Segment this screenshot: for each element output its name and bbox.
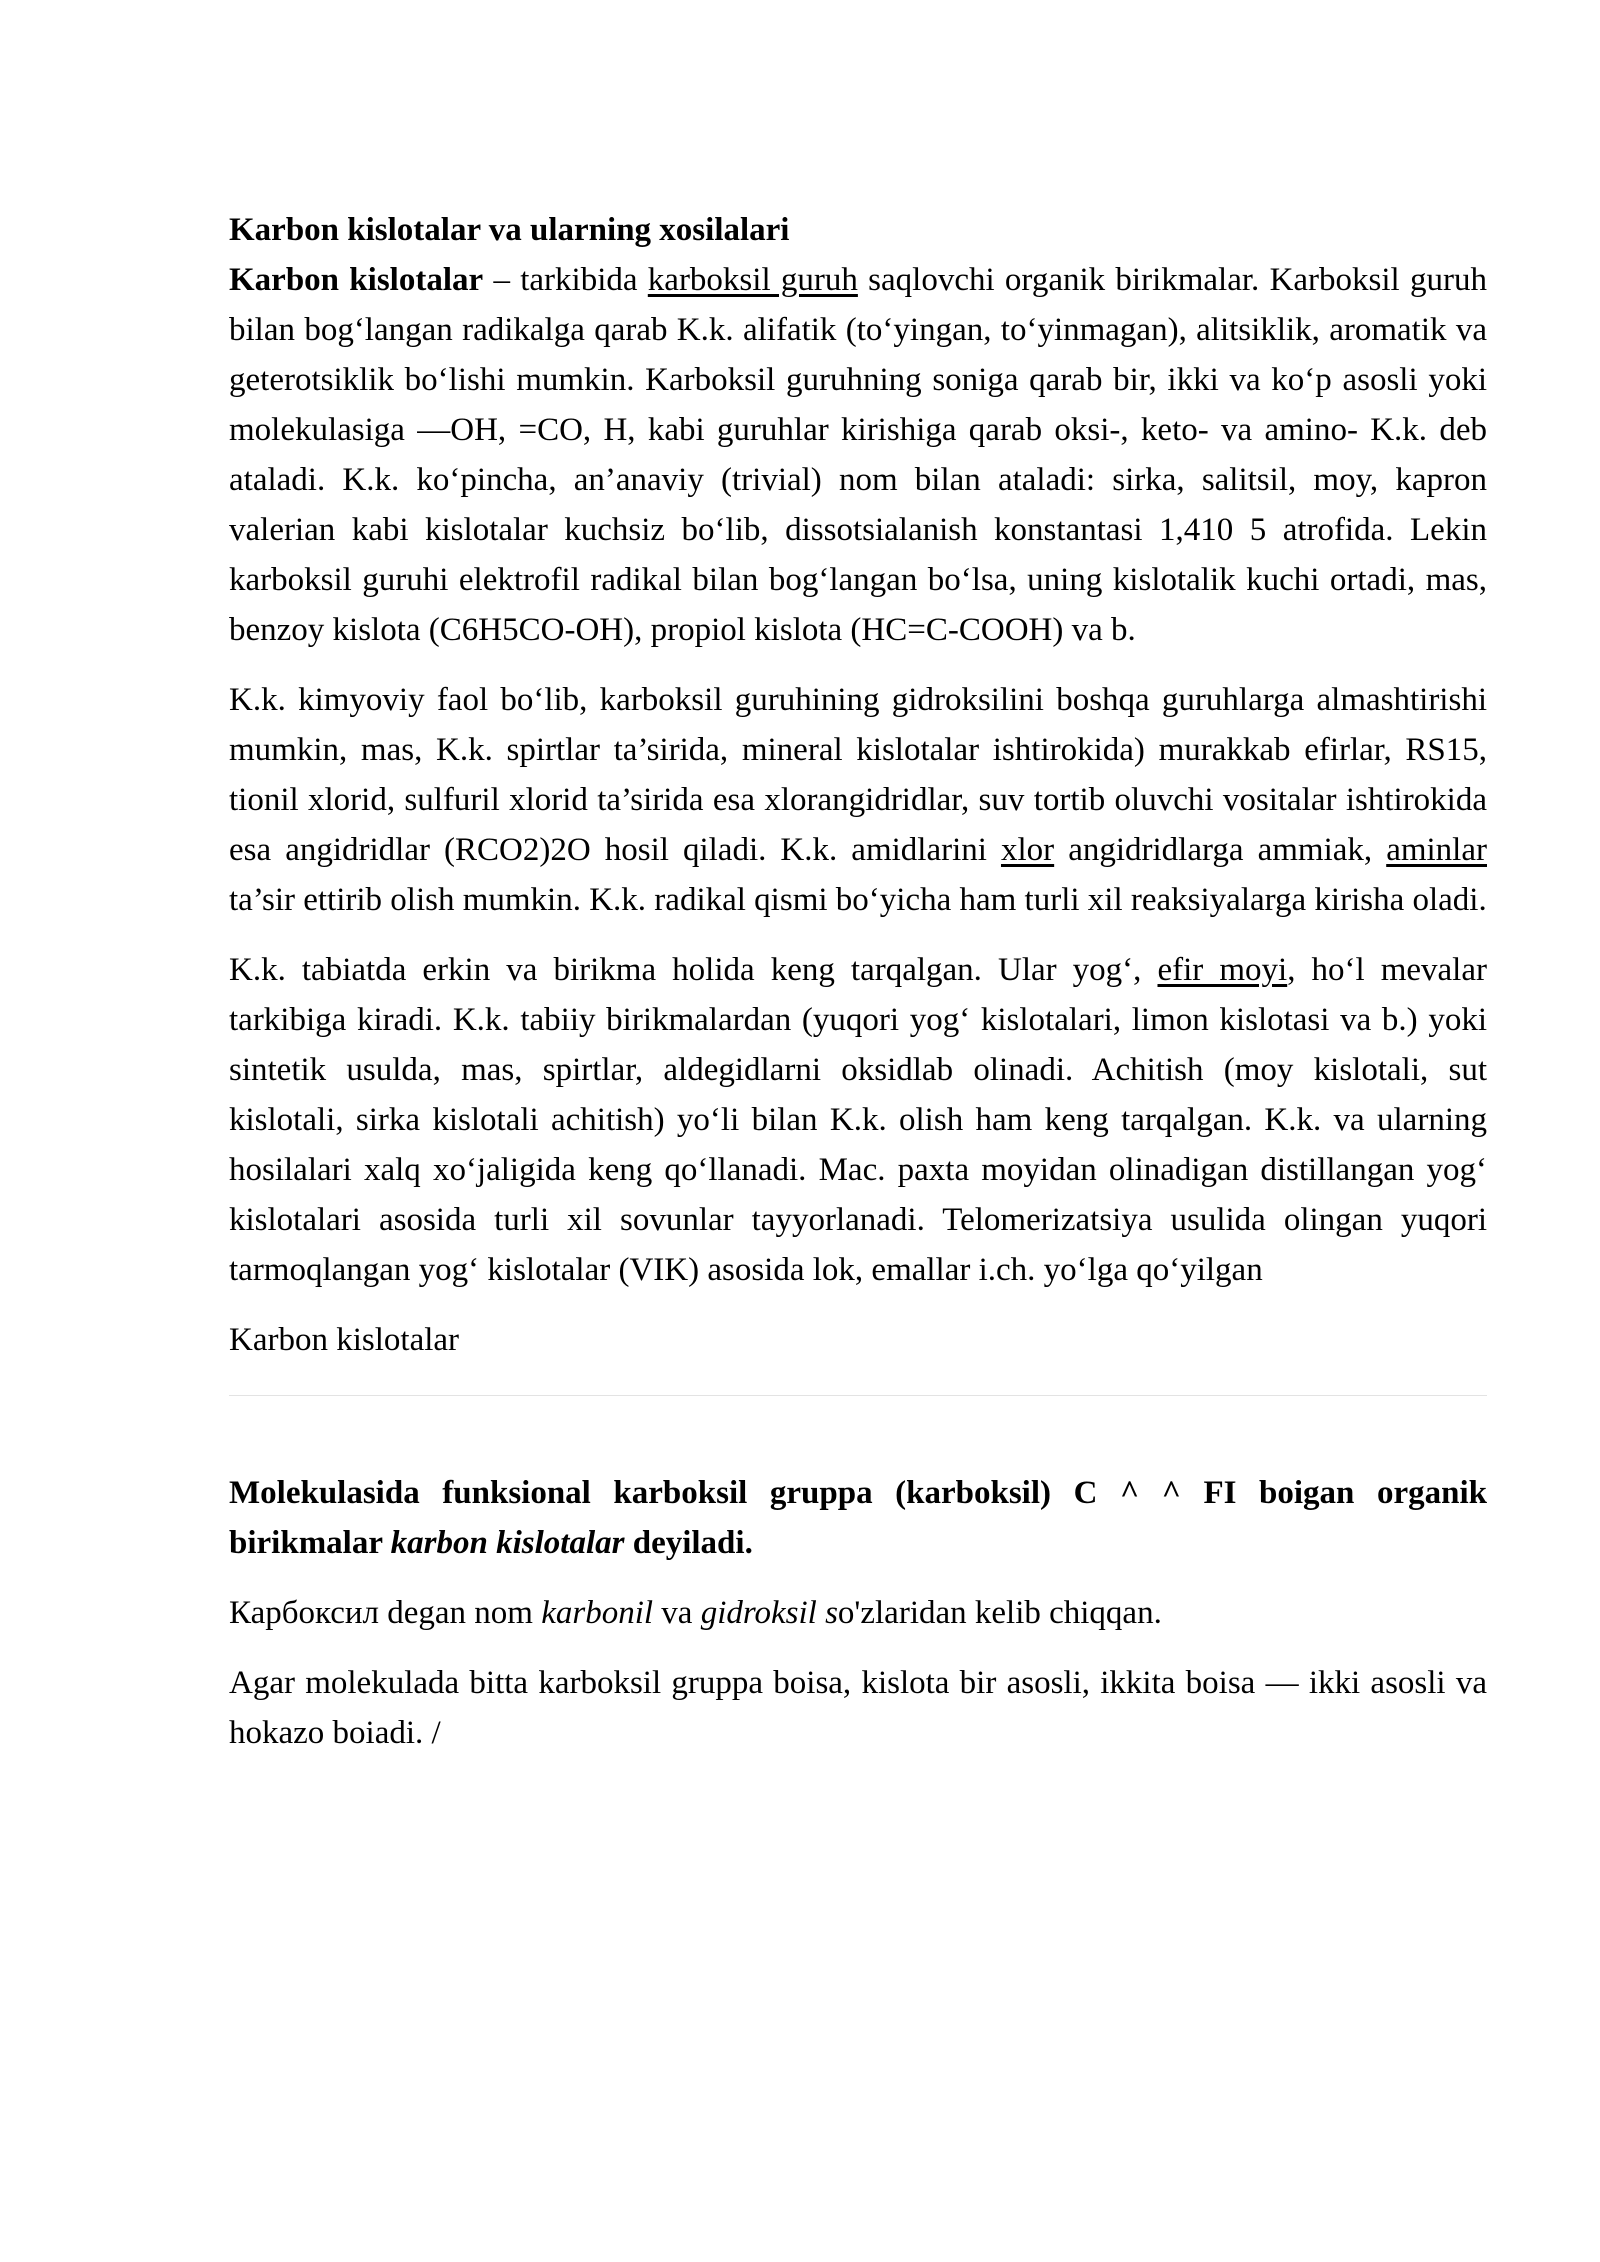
text-span: ta’sir ettirib olish mumkin. K.k. radikal qismi bo‘yicha ham turli xil reaksiyalarga kirisha oladi.: [229, 882, 1487, 918]
document-title: Karbon kislotalar va ularning xosilalari: [229, 212, 790, 248]
paragraph-definition: [229, 255, 1487, 655]
emphasis-gidroksil: gidroksil: [700, 1595, 817, 1631]
link-xlor[interactable]: xlor: [1000, 832, 1055, 868]
section-two: [229, 1468, 1487, 1758]
text-span: – tarkibida: [483, 262, 648, 298]
caption-text: Karbon kislotalar: [229, 1322, 460, 1358]
text-span: va: [653, 1595, 701, 1631]
link-efir-moyi[interactable]: efir moyi: [1157, 952, 1288, 988]
text-span: deyiladi.: [624, 1525, 753, 1561]
link-aminlar[interactable]: aminlar: [1386, 832, 1487, 868]
emphasis-s: s: [825, 1595, 838, 1631]
text-span: saqlovchi organik birikmalar. Karboksil guruh bilan bog‘langan radikalga qarab K.k. alifatik (to‘yingan, to‘yinmagan), alitsiklik, aromatik va geterotsiklik bo‘lishi mumkin. Karboksil guruhning soniga qarab bir, ikki va ko‘p asosli yoki molekulasiga —OH, =CO, H, kabi guruhlar kirishiga qarab oksi-, keto- va amino- K.k. deb ataladi. K.k. ko‘pincha, an’anaviy (trivial) nom bilan ataladi: sirka, salitsil, moy, kapron valerian kabi kislotalar kuchsiz bo‘lib, dissotsialanish konstantasi 1,410 5 atrofida. Lekin karboksil guruhi elektrofil radikal bilan bog‘langan bo‘lsa, uning kislotalik kuchi ortadi, mas, benzoy kislota (C6H5CO-OH), propiol kislota (HC=C-COOH) va b.: [229, 262, 1487, 648]
horizontal-divider: [229, 1395, 1487, 1396]
text-span: Карбоксил degan nom: [229, 1595, 542, 1631]
text-span: Molekulasida funksional karboksil gruppa (karboksil) C ^ ^ FI boigan organik birikmalar: [229, 1475, 1487, 1561]
paragraph-occurrence: [229, 945, 1487, 1295]
paragraph-basicity: Agar molekulada bitta karboksil gruppa boisa, kislota bir asosli, ikkita boisa — ikki asosli va hokazo boiadi. /: [229, 1665, 1487, 1751]
bold-definition: [229, 1468, 1487, 1568]
term-bold: Karbon kislotalar: [229, 262, 484, 298]
text-span: K.k. kimyoviy faol bo‘lib, karboksil guruhining gidroksilini boshqa guruhlarga almashtirishi mumkin, mas, K.k. spirtlar ta’sirida, mineral kislotalar ishtirokida) murakkab efirlar, RS15, tionil xlorid, sulfuril xlorid ta’sirida esa xlorangidridlar, suv tortib oluvchi vositalar ishtirokida esa angidridlar (RCO2)2O hosil qiladi. K.k. amidlarini: [229, 682, 1487, 868]
paragraph-reactions: [229, 675, 1487, 925]
link-karboksil-guruh[interactable]: karboksil guruh: [647, 262, 858, 298]
emphasis-karbonil: karbonil: [541, 1595, 654, 1631]
text-span: , ho‘l mevalar tarkibiga kiradi. K.k. tabiiy birikmalardan (yuqori yog‘ kislotalari, limon kislotasi va b.) yoki sintetik usulda, mas, spirtlar, aldegidlarni oksidlab olinadi. Achitish (moy kislotali, sut kislotali, sirka kislotali achitish) yo‘li bilan K.k. olish ham keng tarqalgan. K.k. va ularning hosilalari xalq xo‘jaligida keng qo‘llanadi. Mac. paxta moyidan olinadigan distillangan yog‘ kislotalari asosida turli xil sovunlar tayyorlanadi. Telomerizatsiya usulida olingan yuqori tarmoqlangan yog‘ kislotalar (VIK) asosida lok, emallar i.ch. yo‘lga qo‘yilgan: [229, 952, 1487, 1288]
text-span: K.k. tabiatda erkin va birikma holida keng tarqalgan. Ular yog‘,: [229, 952, 1158, 988]
text-span: angidridlarga ammiak,: [1054, 832, 1387, 868]
emphasis-term: karbon kislotalar: [390, 1525, 625, 1561]
document-page: [229, 205, 1487, 1758]
text-span: [817, 1595, 825, 1631]
paragraph-etymology: [229, 1588, 1487, 1638]
text-span: o'zlaridan kelib chiqqan.: [837, 1595, 1162, 1631]
